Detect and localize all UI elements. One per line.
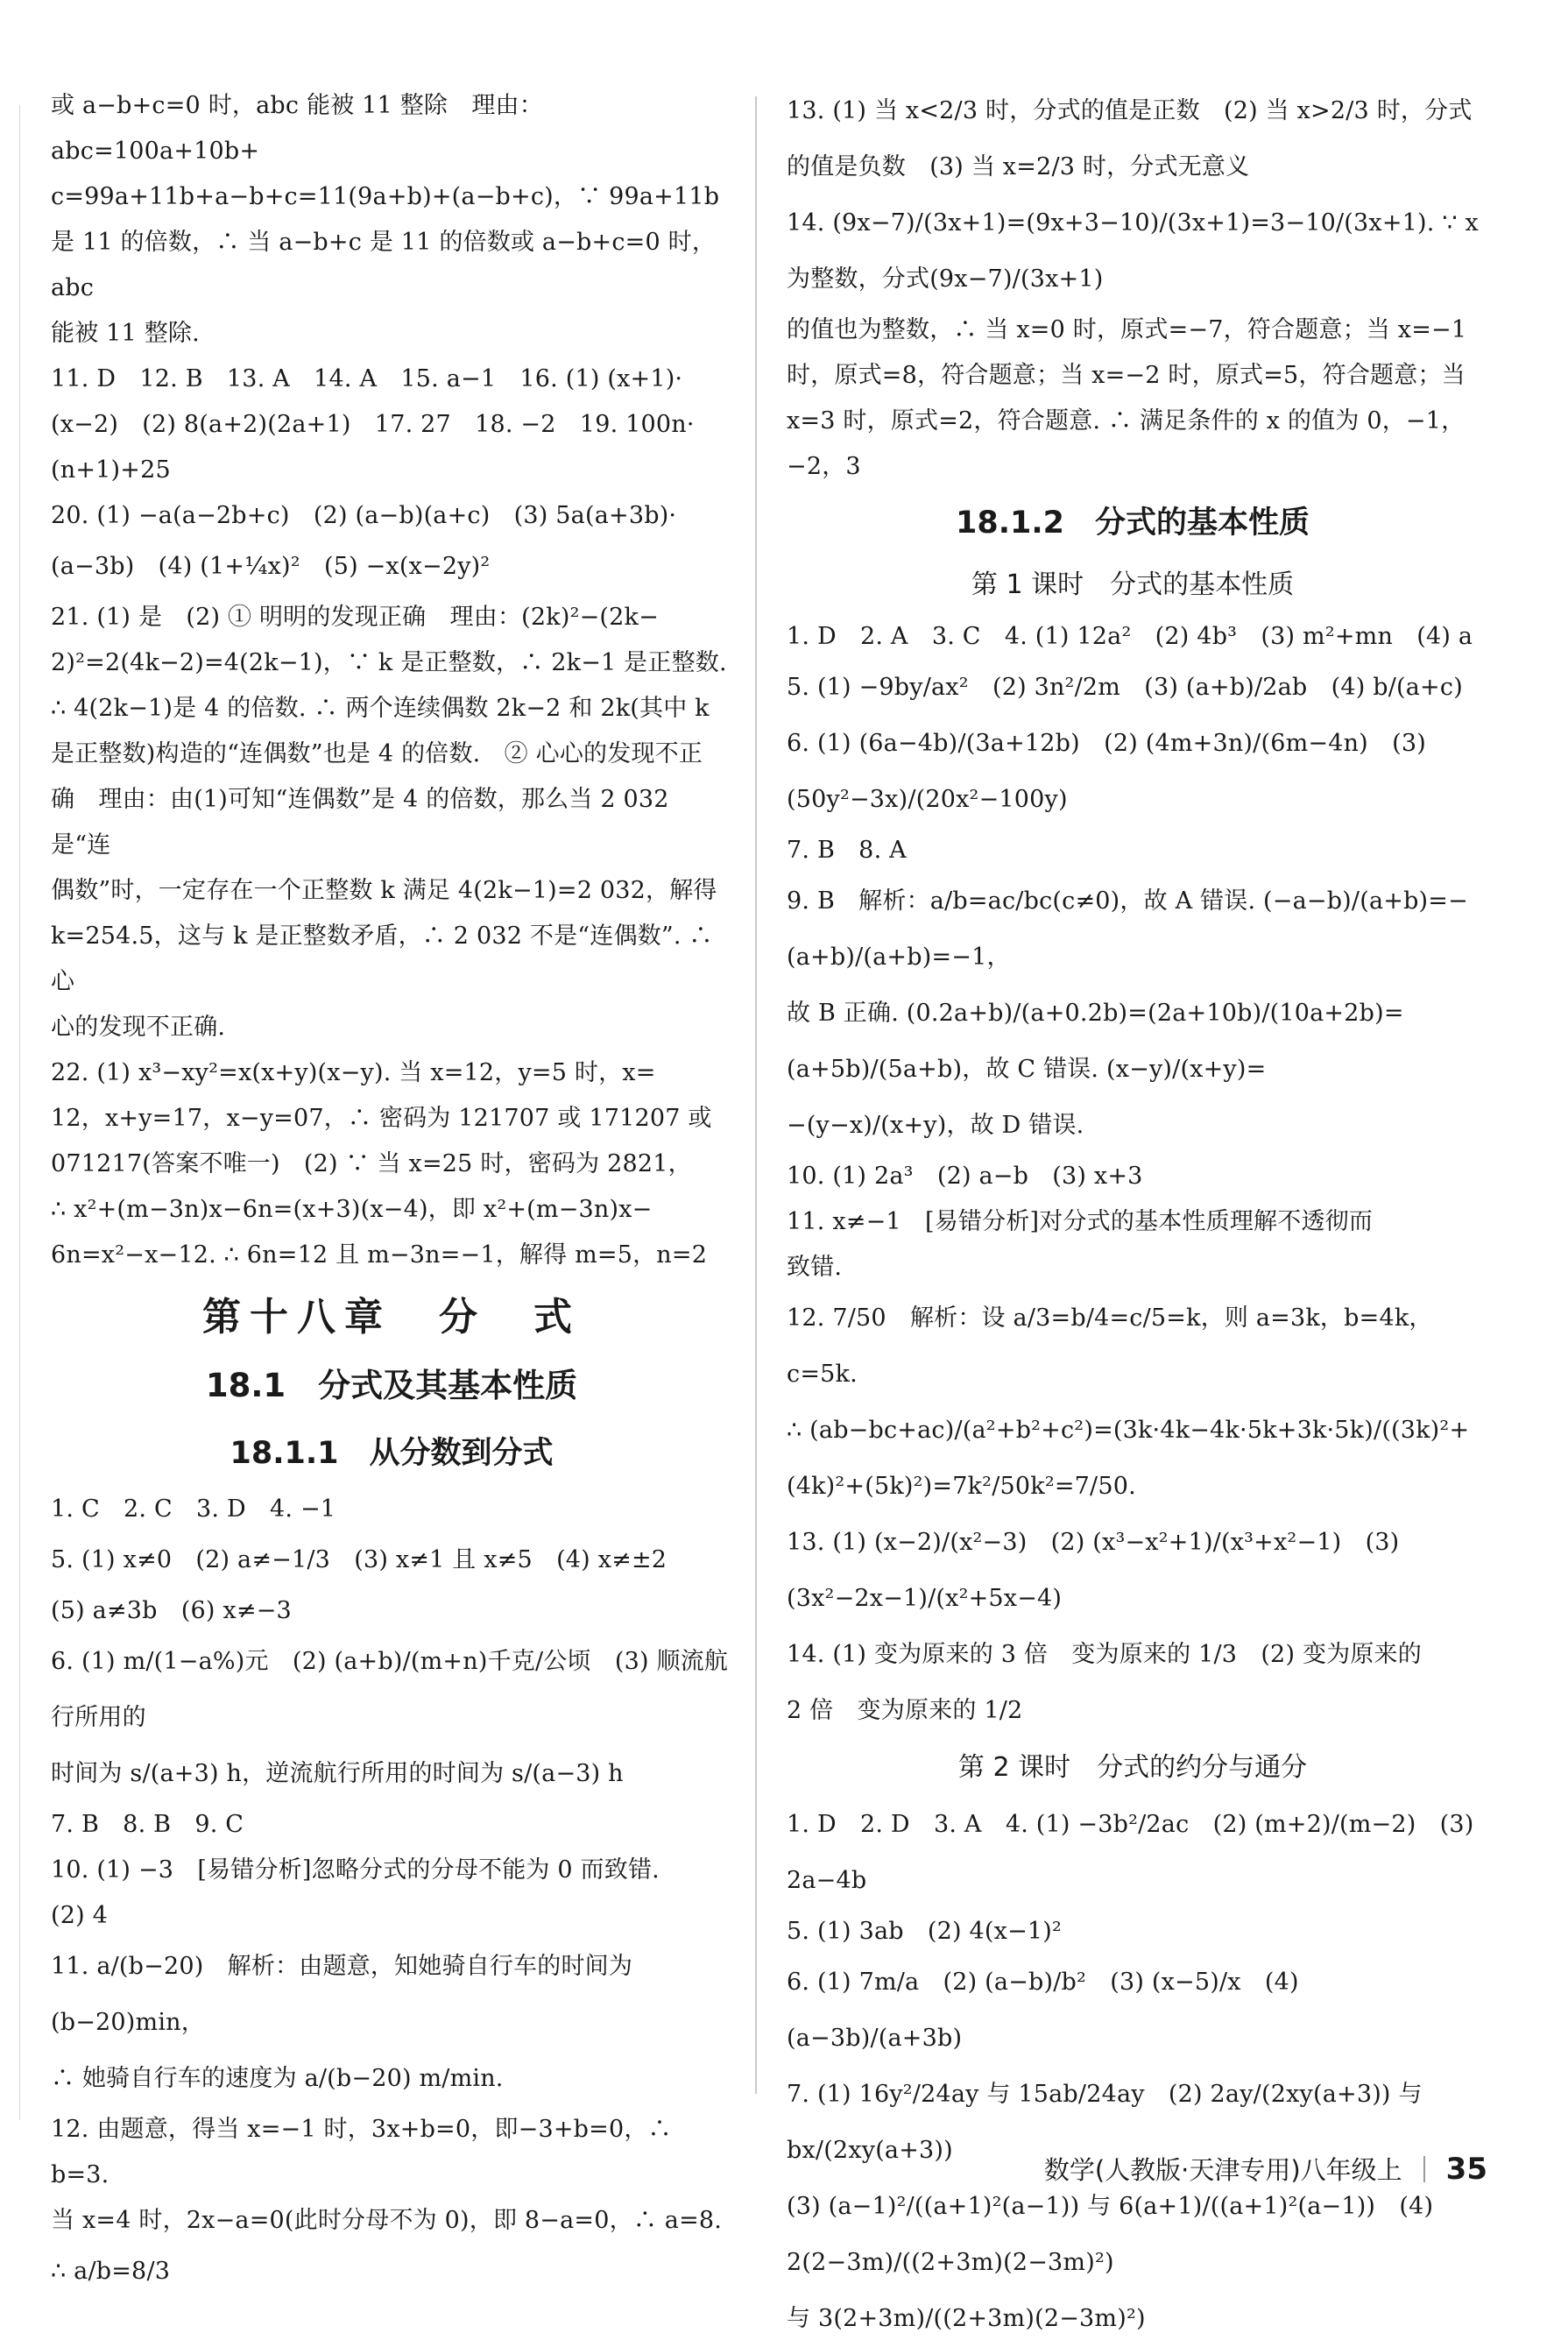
page-footer: [1044, 2151, 1487, 2187]
answer-line: 1. D 2. D 3. A 4. (1) −3b²/2ac (2) (m+2)/(m−2) (3) 2a−4b: [787, 1811, 1482, 1894]
answer-line: (x−2) (2) 8(a+2)(2a+1) 17. 27 18. −2 19. 100n·: [51, 411, 695, 438]
answer-line: 14. (9x−7)/(3x+1)=(9x+3−10)/(3x+1)=3−10/(3x+1). ∵ x 为整数，分式(9x−7)/(3x+1): [787, 209, 1487, 293]
answer-line: 偶数”时，一定存在一个正整数 k 满足 4(2k−1)=2 032，解得: [51, 877, 717, 904]
answer-line: 1. C 2. C 3. D 4. −1: [51, 1495, 336, 1523]
footer-separator: [1423, 2156, 1425, 2182]
answer-line: −(y−x)/(x+y)，故 D 错误.: [787, 1112, 1084, 1139]
answer-line: 11. a/(b−20) 解析：由题意，知她骑自行车的时间为(b−20)min，: [51, 1953, 633, 2036]
answer-line: ∴ 4(2k−1)是 4 的倍数. ∴ 两个连续偶数 2k−2 和 2k(其中 k: [51, 695, 710, 722]
answer-line: 5. (1) −9by/ax² (2) 3n²/2m (3) (a+b)/2ab (4) b/(a+c): [787, 674, 1463, 701]
answer-line: 10. (1) −3 [易错分析]忽略分式的分母不能为 0 而致错.: [51, 1856, 660, 1884]
book-title: 数学(人教版·天津专用)八年级上: [1043, 2155, 1402, 2185]
answer-line: 6. (1) (6a−4b)/(3a+12b) (2) (4m+3n)/(6m−4n) (3) (50y²−3x)/(20x²−100y): [787, 730, 1434, 813]
answer-line: 6. (1) m/(1−a%)元 (2) (a+b)/(m+n)千克/公顷 (3) 顺流航行所用的: [51, 1648, 729, 1731]
answer-line: 的值也为整数，∴ 当 x=0 时，原式=−7，符合题意；当 x=−1: [787, 316, 1467, 343]
left-answer-block: [51, 83, 732, 1278]
answer-line: 2)²=2(4k−2)=4(2k−1)，∵ k 是正整数，∴ 2k−1 是正整数.: [51, 649, 727, 676]
answer-line: 是 11 的倍数，∴ 当 a−b+c 是 11 的倍数或 a−b+c=0 时，abc: [51, 229, 717, 301]
answer-line: c=99a+11b+a−b+c=11(9a+b)+(a−b+c)，∵ 99a+11b: [51, 183, 720, 210]
answer-line: 当 x=4 时，2x−a=0(此时分母不为 0)，即 8−a=0，∴ a=8.: [51, 2207, 723, 2234]
answer-line: 12. 7/50 解析：设 a/3=b/4=c/5=k，则 a=3k，b=4k，c=5k.: [787, 1304, 1433, 1388]
answer-line: 7. (1) 16y²/24ay 与 15ab/24ay (2) 2ay/(2xy(a+3)) 与 bx/(2xy(a+3)): [787, 2081, 1430, 2164]
answer-line: 能被 11 整除.: [51, 320, 200, 347]
answer-line: (2) 4: [51, 1902, 109, 1929]
answer-line: 10. (1) 2a³ (2) a−b (3) x+3: [787, 1163, 1143, 1190]
answer-line: (n+1)+25: [51, 456, 171, 484]
answer-line: 071217(答案不唯一) (2) ∵ 当 x=25 时，密码为 2821，: [51, 1150, 692, 1177]
lesson-2-title: 第 2 课时 分式的约分与通分: [957, 1752, 1308, 1783]
column-divider: [755, 96, 757, 2094]
answer-line: 致错.: [787, 1254, 843, 1281]
answer-line: 是正整数)构造的“连偶数”也是 4 的倍数. ② 心心的发现不正: [51, 740, 703, 767]
answer-line: 2 倍 变为原来的 1/2: [787, 1697, 1023, 1724]
answer-line: 与 3(2+3m)/((2+3m)(2−3m)²): [787, 2305, 1146, 2332]
answer-line: 心的发现不正确.: [51, 1014, 226, 1041]
answer-line: 1. D 2. A 3. C 4. (1) 12a² (2) 4b³ (3) m²+mn (4) a: [787, 623, 1473, 650]
section-title: 18.1 分式及其基本性质: [205, 1367, 578, 1404]
answer-line: 时间为 s/(a+3) h，逆流航行所用的时间为 s/(a−3) h: [51, 1760, 624, 1787]
answer-line: ∴ x²+(m−3n)x−6n=(x+3)(x−4)，即 x²+(m−3n)x−: [51, 1196, 653, 1223]
answer-line: x=3 时，原式=2，符合题意. ∴ 满足条件的 x 的值为 0，−1，: [787, 407, 1466, 435]
subsection-title-18-1-1: 18.1.1 从分数到分式: [230, 1436, 554, 1471]
answer-line: 6. (1) 7m/a (2) (a−b)/b² (3) (x−5)/x (4) (a−3b)/(a+3b): [787, 1969, 1307, 2052]
answer-line: 7. B 8. A: [787, 837, 907, 864]
right-answer-block: [787, 83, 1487, 490]
answer-line: 12，x+y=17，x−y=07，∴ 密码为 121707 或 171207 或: [51, 1105, 712, 1132]
answer-line: ∴ a/b=8/3: [51, 2258, 171, 2285]
binding-edge-line: [19, 105, 20, 2120]
answer-line: 时，原式=8，符合题意；当 x=−2 时，原式=5，符合题意；当: [787, 362, 1466, 389]
answer-line: ∴ 她骑自行车的速度为 a/(b−20) m/min.: [51, 2065, 504, 2092]
answer-line: 11. D 12. B 13. A 14. A 15. a−1 16. (1) (x+1)·: [51, 365, 683, 392]
answer-line: 13. (1) 当 x<2/3 时，分式的值是正数 (2) 当 x>2/3 时，分式: [787, 97, 1473, 124]
answer-line: 9. B 解析：a/b=ac/bc(c≠0)，故 A 错误. (−a−b)/(a+b)=−(a+b)/(a+b)=−1，: [787, 887, 1468, 971]
answer-line: 20. (1) −a(a−2b+c) (2) (a−b)(a+c) (3) 5a(a+3b)·: [51, 502, 677, 529]
answer-line: 5. (1) x≠0 (2) a≠−1/3 (3) x≠1 且 x≠5 (4) x≠±2: [51, 1546, 667, 1573]
answer-line: (3) (a−1)²/((a+1)²(a−1)) 与 6(a+1)/((a+1)²(a−1)) (4) 2(2−3m)/((2+3m)(2−3m)²): [787, 2193, 1442, 2276]
answer-line: 14. (1) 变为原来的 3 倍 变为原来的 1/3 (2) 变为原来的: [787, 1641, 1422, 1668]
answer-line: k=254.5，这与 k 是正整数矛盾，∴ 2 032 不是“连偶数”. ∴ 心: [51, 923, 721, 995]
answer-line: 21. (1) 是 (2) ① 明明的发现正确 理由：(2k)²−(2k−: [51, 604, 659, 631]
right-answer-block-3: [787, 1797, 1482, 2347]
lesson-1-title: 第 1 课时 分式的基本性质: [971, 569, 1295, 600]
answer-line: −2，3: [787, 453, 861, 480]
answer-line: (a−3b) (4) (1+¼x)² (5) −x(x−2y)²: [51, 553, 491, 580]
answer-line: ∴ (ab−bc+ac)/(a²+b²+c²)=(3k·4k−4k·5k+3k·5k)/((3k)²+(4k)²+(5k)²)=7k²/50k²=7/50.: [787, 1417, 1470, 1500]
answer-line: 11. x≠−1 [易错分析]对分式的基本性质理解不透彻而: [787, 1208, 1374, 1235]
answer-line: (5) a≠3b (6) x≠−3: [51, 1597, 292, 1624]
left-answer-block-2: [51, 1487, 732, 2300]
left-column: [51, 83, 732, 2300]
answer-line: 的值是负数 (3) 当 x=2/3 时，分式无意义: [787, 153, 1250, 180]
page-number: 35: [1445, 2151, 1487, 2187]
answer-line: 或 a−b+c=0 时，abc 能被 11 整除 理由：abc=100a+10b+: [51, 92, 543, 165]
answer-line: 22. (1) x³−xy²=x(x+y)(x−y). 当 x=12，y=5 时，x=: [51, 1059, 656, 1086]
right-answer-block-2: [787, 614, 1479, 1739]
subsection-title-18-1-2: 18.1.2 分式的基本性质: [955, 505, 1310, 541]
right-column: [787, 83, 1487, 2347]
answer-line: 7. B 8. B 9. C: [51, 1811, 244, 1838]
answer-line: 确 理由：由(1)可知“连偶数”是 4 的倍数，那么当 2 032 是“连: [51, 786, 677, 859]
answer-line: 12. 由题意，得当 x=−1 时，3x+b=0，即−3+b=0，∴ b=3.: [51, 2116, 680, 2188]
answer-line: 故 B 正确. (0.2a+b)/(a+0.2b)=(2a+10b)/(10a+2b)=(a+5b)/(5a+b)，故 C 错误. (x−y)/(x+y)=: [787, 1000, 1404, 1083]
answer-line: 6n=x²−x−12. ∴ 6n=12 且 m−3n=−1，解得 m=5，n=2: [51, 1241, 708, 1269]
chapter-title: 第十八章 分 式: [202, 1295, 581, 1340]
answer-line: 13. (1) (x−2)/(x²−3) (2) (x³−x²+1)/(x³+x²−1) (3) (3x²−2x−1)/(x²+5x−4): [787, 1529, 1408, 1612]
answer-line: 5. (1) 3ab (2) 4(x−1)²: [787, 1918, 1063, 1945]
